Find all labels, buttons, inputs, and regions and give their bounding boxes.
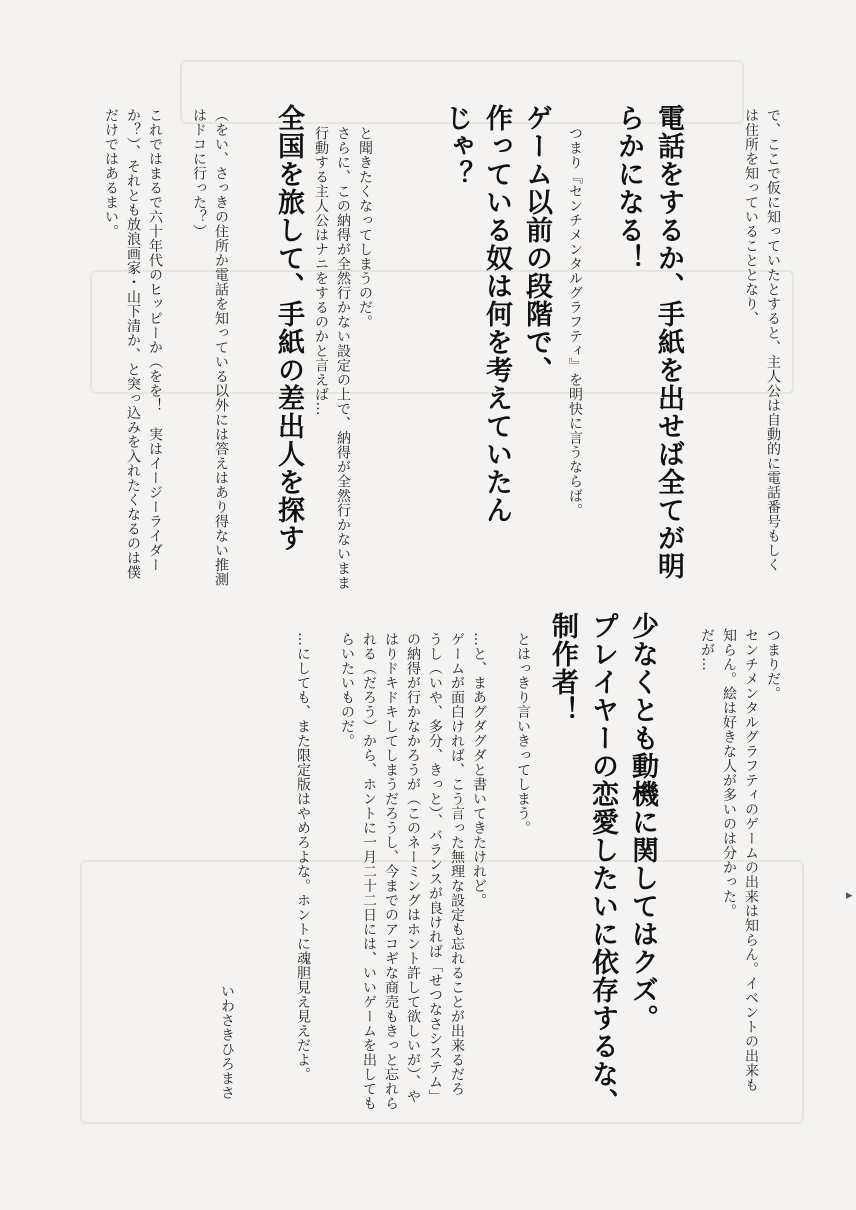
section4-body: （をい、さっきの住所か電話を知っている以外には答えはあり得ない推測 はドコに行った？） これではまるで六十年代のヒッピーか（をを！ 実はイージーライダー か？）、それとも放浪画家・山下清か、と突っ込みを入れたくなるのは僕 だけではあるまい。 <box>103 108 229 587</box>
section3-heading: 全国を旅して、手紙の差出人を探す <box>273 104 304 552</box>
crop-mark: ▸ <box>846 888 853 903</box>
section5-heading: 少なくとも動機に関してはクズ。 プレイヤーの恋愛したいに依存するな、 制作者！ <box>547 612 658 1116</box>
section3-body: と聞きたくなってしまうのだ。 さらに、この納得が全然行かない設定の上で、納得が全然行かないまま 行動する主人公はナニをするのかと言えば… <box>313 126 373 590</box>
author-signature: いわさきひろまさ <box>219 984 235 1100</box>
section2-body: つまり『センチメンタルグラフティ』を明快に言うならば。 <box>567 126 583 518</box>
section1-body: で、ここで仮に知っていたとすると、主人公は自動的に電話番号もしく は住所を知っていることとなり、 <box>743 108 781 572</box>
section1-heading: 電話をするか、手紙を出せば全てが明 らかになる！ <box>613 104 684 580</box>
section5-body: つまりだ。 センチメンタルグラフティのゲームの出来は知らん。イベントの出来も 知らん。絵は好きな人が多いのは分かった。 だが… <box>699 628 781 1092</box>
section2-heading: ゲーム以前の段階で、 作っている奴は何を考えていたん じゃ？ <box>441 104 552 524</box>
section6-body: とはっきり言いきってしまう。 …と、まあグダグダと書いてきたけれど。 ゲームが面白ければ、こう言った無理な設定も忘れることが出来るだろ うし（いや、多分、きっと）、バランスが良ければ「せつなさシステム」 の納得が行かなかろうが（このネーミングはホント許して欲しいが）、や はりドキドキしてしまうだろうし、今までのアコギな商売もきっと忘れら れる（だろう）から、ホントに一月二十二日には、いいゲームを出しても らいたいものだ。 …にしても、また限定版はやめろよな。ホントに魂胆見え見えだよ。 <box>295 632 531 1111</box>
